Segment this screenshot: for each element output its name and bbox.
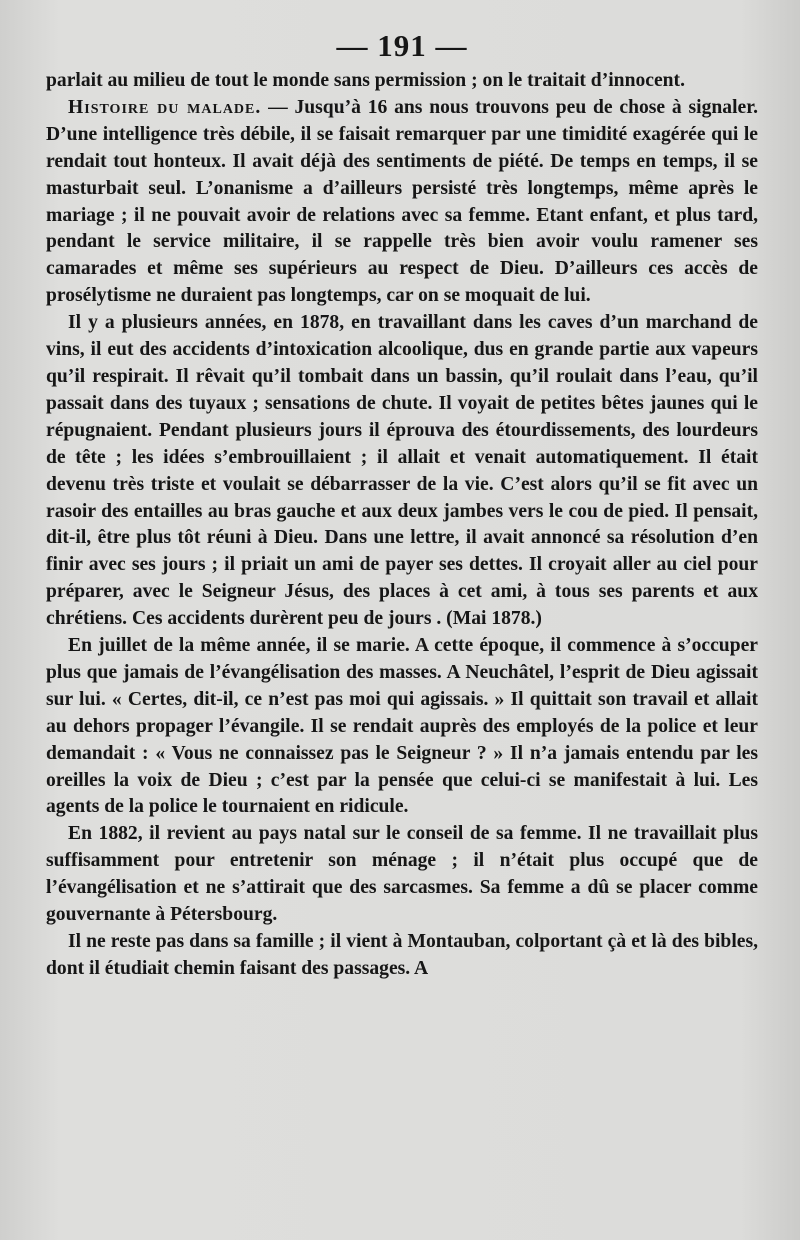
paragraph-text: En juillet de la même année, il se marie. A cette époque, il commence à s’occuper plus que jamais de l’évangélisation des masses. A Neuchâtel, l’esprit de Dieu agissait sur lui. « Certes, dit-il, ce n’est pas moi qui agissais. » Il quittait son travail et allait au dehors propager l’évangile. Il se rendait auprès des employés de la police et leur demandait : « Vous ne connaissez pas le Seigneur ? » Il n’a jamais entendu par les oreilles la voix de Dieu ; c’est par la pensée que celui-ci se manifestait à lui. Les agents de la police le tournaient en ridicule. [46,635,758,818]
page-number: — 191 — [336,28,468,63]
paragraph-text: Il ne reste pas dans sa famille ; il vient à Montauban, colportant çà et là des bibles, dont il étudiait chemin faisant des passages. A [46,931,758,979]
paragraph [46,310,758,633]
section-heading: Histoire du malade. [68,96,262,118]
paragraph [46,929,758,983]
paragraph-text: Il y a plusieurs années, en 1878, en travaillant dans les caves d’un marchand de vins, il eut des accidents d’intoxication alcoolique, dus en grande partie aux vapeurs qu’il respirait. Il rêvait qu’il tombait dans un bassin, qu’il roulait dans l’eau, qu’il passait dans des tuyaux ; sensations de chute. Il voyait de petites bêtes jaunes qui le répugnaient. Pendant plusieurs jours il éprouva des étourdissements, des lourdeurs de tête ; les idées s’embrouillaient ; il allait et venait automatiquement. Il était devenu très triste et voulait se débarrasser de la vie. C’est alors qu’il se fit avec un rasoir des entailles au bras gauche et aux deux jambes vers le cou de pied. Il pensait, dit-il, être plus tôt réuni à Dieu. Dans une lettre, il avait annoncé sa résolution d’en finir avec ses jours ; il priait un ami de payer ses dettes. Il croyait aller au ciel pour préparer, avec le Seigneur Jésus, des places à cet ami, à tous ses parents et aux chrétiens. Ces accidents durèrent peu de jours . (Mai 1878.) [46,312,758,630]
paragraph-text: — Jusqu’à 16 ans nous trouvons peu de chose à signaler. D’une intelligence très débile, il se faisait remarquer par une timidité exagérée qui le rendait tout honteux. Il avait déjà des sentiments de piété. De temps en temps, il se masturbait seul. L’onanisme a d’ailleurs persisté très longtemps, même après le mariage ; il ne pouvait avoir de relations avec sa femme. Etant enfant, et plus tard, pendant le service militaire, il se rappelle très bien avoir voulu ramener ses camarades et même ses supérieurs au respect de Dieu. D’ailleurs ces accès de prosélytisme ne duraient pas longtemps, car on se moquait de lui. [46,96,759,307]
paragraph [46,95,758,310]
paragraph [46,821,758,929]
paragraph [46,633,758,821]
body-text [46,68,758,983]
paragraph [46,68,758,95]
paragraph-text: En 1882, il revient au pays natal sur le conseil de sa femme. Il ne travaillait plus suffisamment pour entretenir son ménage ; il n’était plus occupé que de l’évangélisation et ne s’attirait que des sarcasmes. Sa femme a dû se placer comme gouvernante à Pétersbourg. [46,823,758,926]
paragraph-text: parlait au milieu de tout le monde sans permission ; on le traitait d’innocent. [46,70,685,91]
